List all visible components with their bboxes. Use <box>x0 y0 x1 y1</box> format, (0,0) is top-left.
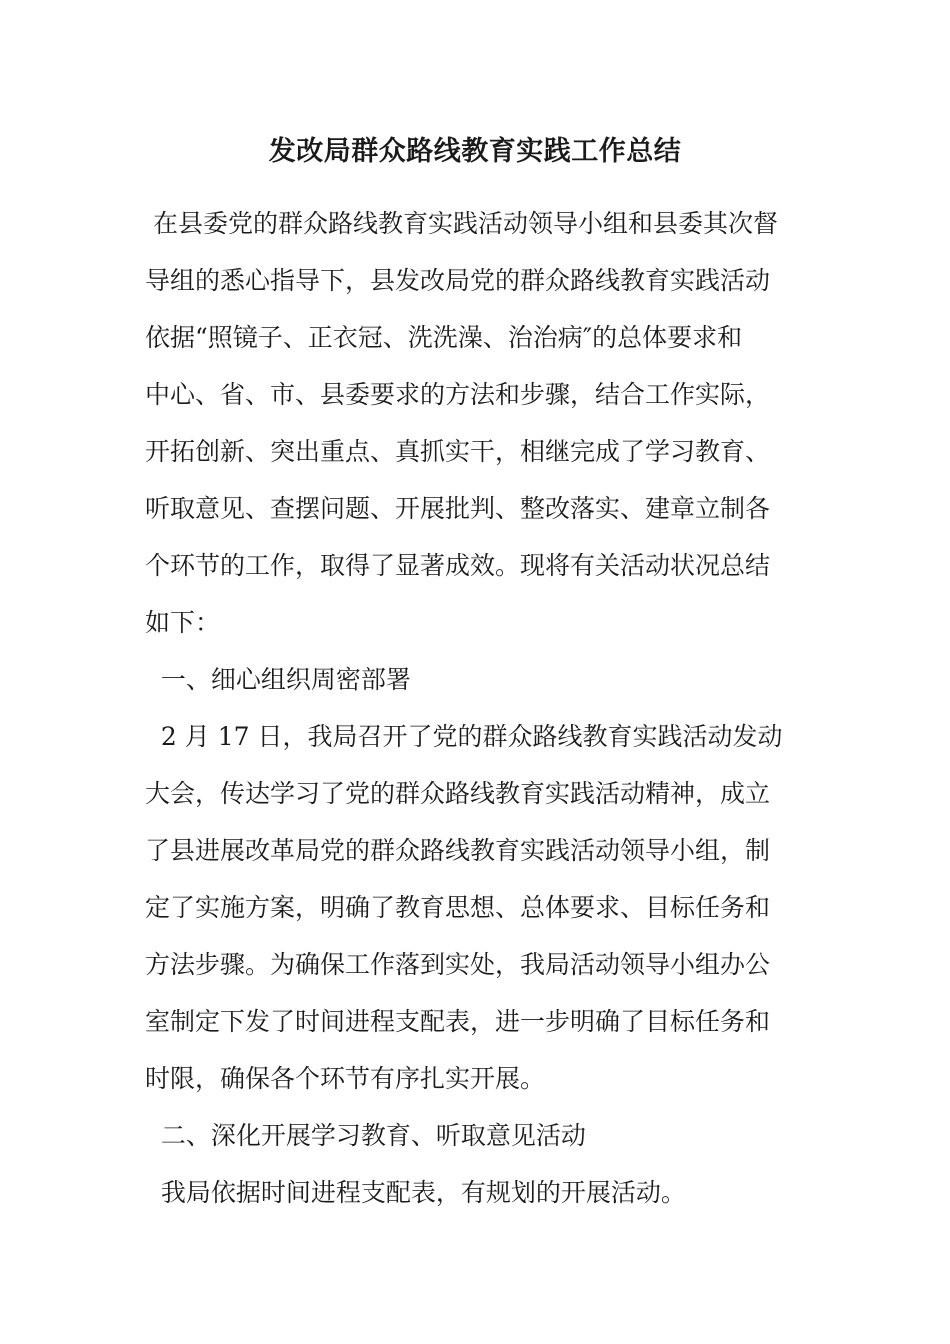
paragraph-line: 在县委党的群众路线教育实践活动领导小组和县委其次督 <box>145 209 778 238</box>
document-title: 发改局群众路线教育实践工作总结 <box>268 136 682 167</box>
paragraph-line: 室制定下发了时间进程支配表，进一步明确了目标任务和 <box>145 1007 771 1036</box>
paragraph-line: 听取意见、查摆问题、开展批判、整改落实、建章立制各 <box>145 494 771 523</box>
section-heading: 一、细心组织周密部署 <box>145 665 411 694</box>
paragraph-line: 时限，确保各个环节有序扎实开展。 <box>145 1064 546 1093</box>
paragraph-line: 我局依据时间进程支配表，有规划的开展活动。 <box>145 1178 686 1207</box>
paragraph-line: 2 月 17 日，我局召开了党的群众路线教育实践活动发动 <box>145 722 783 751</box>
paragraph-line: 大会，传达学习了党的群众路线教育实践活动精神，成立 <box>145 779 771 808</box>
paragraph-line: 开拓创新、突出重点、真抓实干，相继完成了学习教育、 <box>145 437 771 466</box>
paragraph-line: 定了实施方案，明确了教育思想、总体要求、目标任务和 <box>145 893 771 922</box>
paragraph-line: 依据“照镜子、正衣冠、洗洗澡、治治病″的总体要求和 <box>145 323 743 352</box>
paragraph-line: 了县进展改革局党的群众路线教育实践活动领导小组，制 <box>145 836 771 865</box>
section-heading: 二、深化开展学习教育、听取意见活动 <box>145 1121 586 1150</box>
paragraph-line: 导组的悉心指导下，县发改局党的群众路线教育实践活动 <box>145 266 771 295</box>
paragraph-line: 如下： <box>145 608 221 637</box>
paragraph-line: 方法步骤。为确保工作落到实处，我局活动领导小组办公 <box>145 950 771 979</box>
paragraph-line: 中心、省、市、县委要求的方法和步骤，结合工作实际， <box>145 380 771 409</box>
paragraph-line: 个环节的工作，取得了显著成效。现将有关活动状况总结 <box>145 551 771 580</box>
